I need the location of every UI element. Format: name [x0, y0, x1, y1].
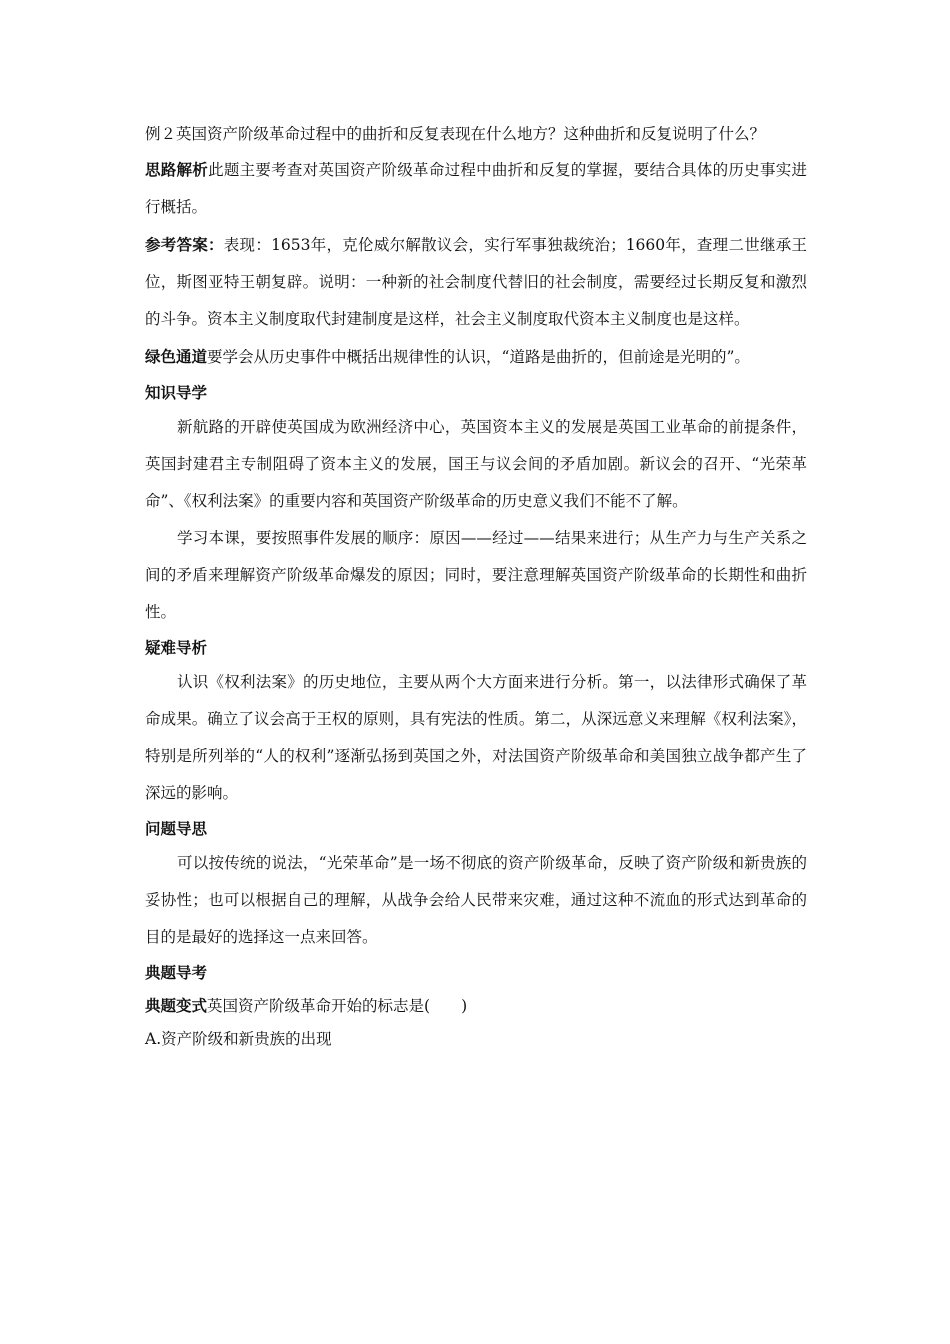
analysis-text: 此题主要考查对英国资产阶级革命过程中曲折和反复的掌握，要结合具体的历史事实进行概括。 [145, 161, 807, 216]
knowledge-guide-paragraph-2: 学习本课，要按照事件发展的顺序：原因——经过——结果来进行；从生产力与生产关系之间的矛盾来理解资产阶级革命爆发的原因；同时，要注意理解英国资产阶级革命的长期性和曲折性。 [145, 529, 807, 621]
analysis-label: 思路解析 [145, 160, 209, 179]
green-channel-label: 绿色通道 [145, 347, 208, 366]
answer-text: 表现：1653年，克伦威尔解散议会，实行军事独裁统治；1660年，查理二世继承王位，斯图亚特王朝复辟。说明：一种新的社会制度代替旧的社会制度，需要经过长期反复和激烈的斗争。资本主义制度取代封建制度是这样，社会主义制度取代资本主义制度也是这样。 [145, 236, 807, 328]
difficulty-guide-paragraph: 认识《权利法案》的历史地位，主要从两个大方面来进行分析。第一，以法律形式确保了革命成果。确立了议会高于王权的原则，具有宪法的性质。第二，从深远意义来理解《权利法案》，特别是所列举的“人的权利”逐渐弘扬到英国之外，对法国资产阶级革命和美国独立战争都产生了深远的影响。 [145, 673, 807, 802]
variant-question [145, 989, 807, 1023]
question-guide-paragraph: 可以按传统的说法，“光荣革命”是一场不彻底的资产阶级革命，反映了资产阶级和新贵族的妥协性；也可以根据自己的理解，从战争会给人民带来灾难，通过这种不流血的形式达到革命的目的是最好的选择这一点来回答。 [145, 854, 807, 946]
green-channel-paragraph [145, 338, 807, 376]
knowledge-guide-heading: 知识导学 [145, 383, 208, 402]
variant-label: 典题变式 [145, 996, 208, 1015]
variant-text: 英国资产阶级革命开始的标志是( ) [207, 997, 468, 1015]
green-channel-text: 要学会从历史事件中概括出规律性的认识，“道路是曲折的，但前途是光明的”。 [207, 348, 750, 366]
answer-label: 参考答案： [145, 235, 224, 254]
knowledge-guide-paragraph-1: 新航路的开辟使英国成为欧洲经济中心，英国资本主义的发展是英国工业革命的前提条件，英国封建君主专制阻碍了资本主义的发展，国王与议会间的矛盾加剧。新议会的召开、“光荣革命”、《权利法案》的重要内容和英国资产阶级革命的历史意义我们不能不了解。 [145, 418, 807, 510]
typical-exam-heading: 典题导考 [145, 963, 208, 982]
option-a: A.资产阶级和新贵族的出现 [145, 1030, 332, 1048]
question-guide-heading: 问题导思 [145, 819, 208, 838]
analysis-paragraph [145, 151, 807, 226]
example-question-text: 例２英国资产阶级革命过程中的曲折和反复表现在什么地方？这种曲折和反复说明了什么？ [145, 125, 766, 143]
answer-paragraph [145, 226, 807, 338]
example-question [145, 118, 807, 151]
document-page [145, 118, 807, 1056]
difficulty-guide-heading: 疑难导析 [145, 638, 208, 657]
